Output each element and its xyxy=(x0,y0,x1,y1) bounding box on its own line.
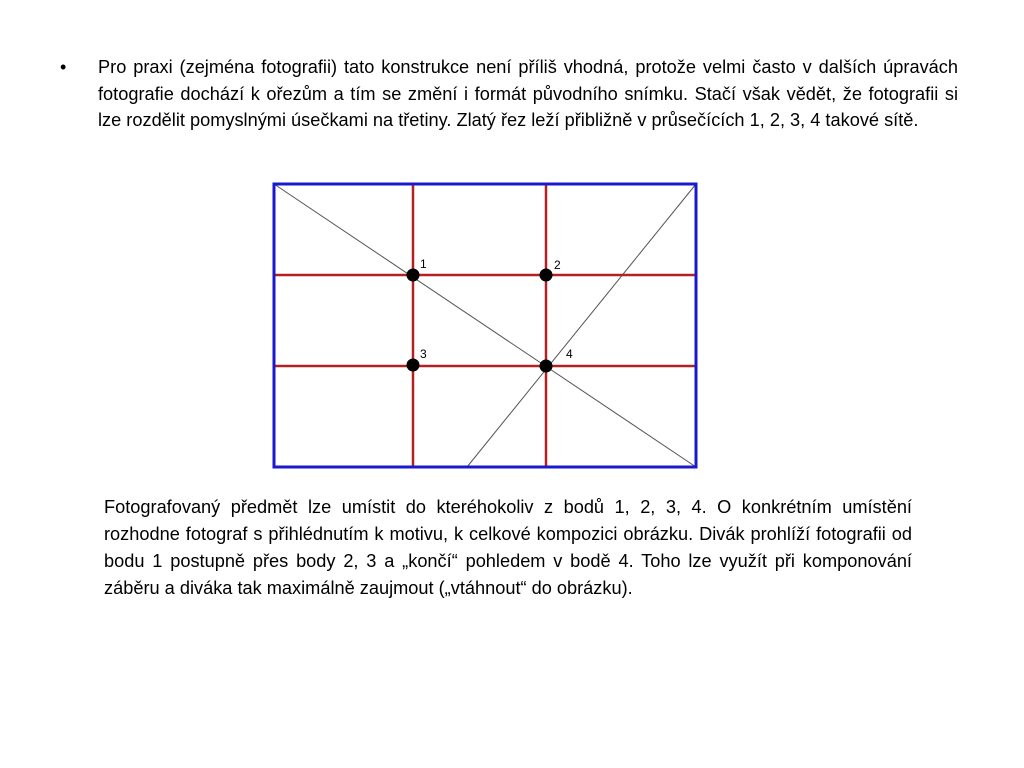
bullet-text: Pro praxi (zejména fotografii) tato konstrukce není příliš vhodná, protože velmi často v dalších úpravách fotografie dochází k ořezům a tím se změní i formát původního snímku. Stačí však vědět, že fotografii si lze rozdělit pomyslnými úsečkami na třetiny. Zlatý řez leží přibližně v průsečících 1, 2, 3, 4 takové sítě. xyxy=(98,57,958,130)
diagonal-line-main xyxy=(274,184,696,467)
bullet-marker: • xyxy=(60,57,67,77)
diagram-svg xyxy=(272,182,700,472)
intersection-point-3 xyxy=(407,359,420,372)
bullet-paragraph xyxy=(56,54,958,134)
rule-of-thirds-diagram xyxy=(272,182,700,472)
intersection-point-1 xyxy=(407,269,420,282)
caption-paragraph: Fotografovaný předmět lze umístit do kteréhokoliv z bodů 1, 2, 3, 4. O konkrétním umístění rozhodne fotograf s přihlédnutím k motivu, k celkové kompozici obrázku. Divák prohlíží fotografii od bodu 1 postupně přes body 2, 3 a „končí“ pohledem v bodě 4. Toho lze využít při komponování záběru a diváka tak maximálně zaujmout („vtáhnout“ do obrázku). xyxy=(104,497,912,598)
point-label-1: 1 xyxy=(420,257,427,271)
intersection-point-4 xyxy=(540,360,553,373)
point-label-3: 3 xyxy=(420,347,427,361)
diagonal-line-secondary xyxy=(467,184,696,467)
point-label-4: 4 xyxy=(566,347,573,361)
point-label-2: 2 xyxy=(554,258,561,272)
intersection-point-2 xyxy=(540,269,553,282)
